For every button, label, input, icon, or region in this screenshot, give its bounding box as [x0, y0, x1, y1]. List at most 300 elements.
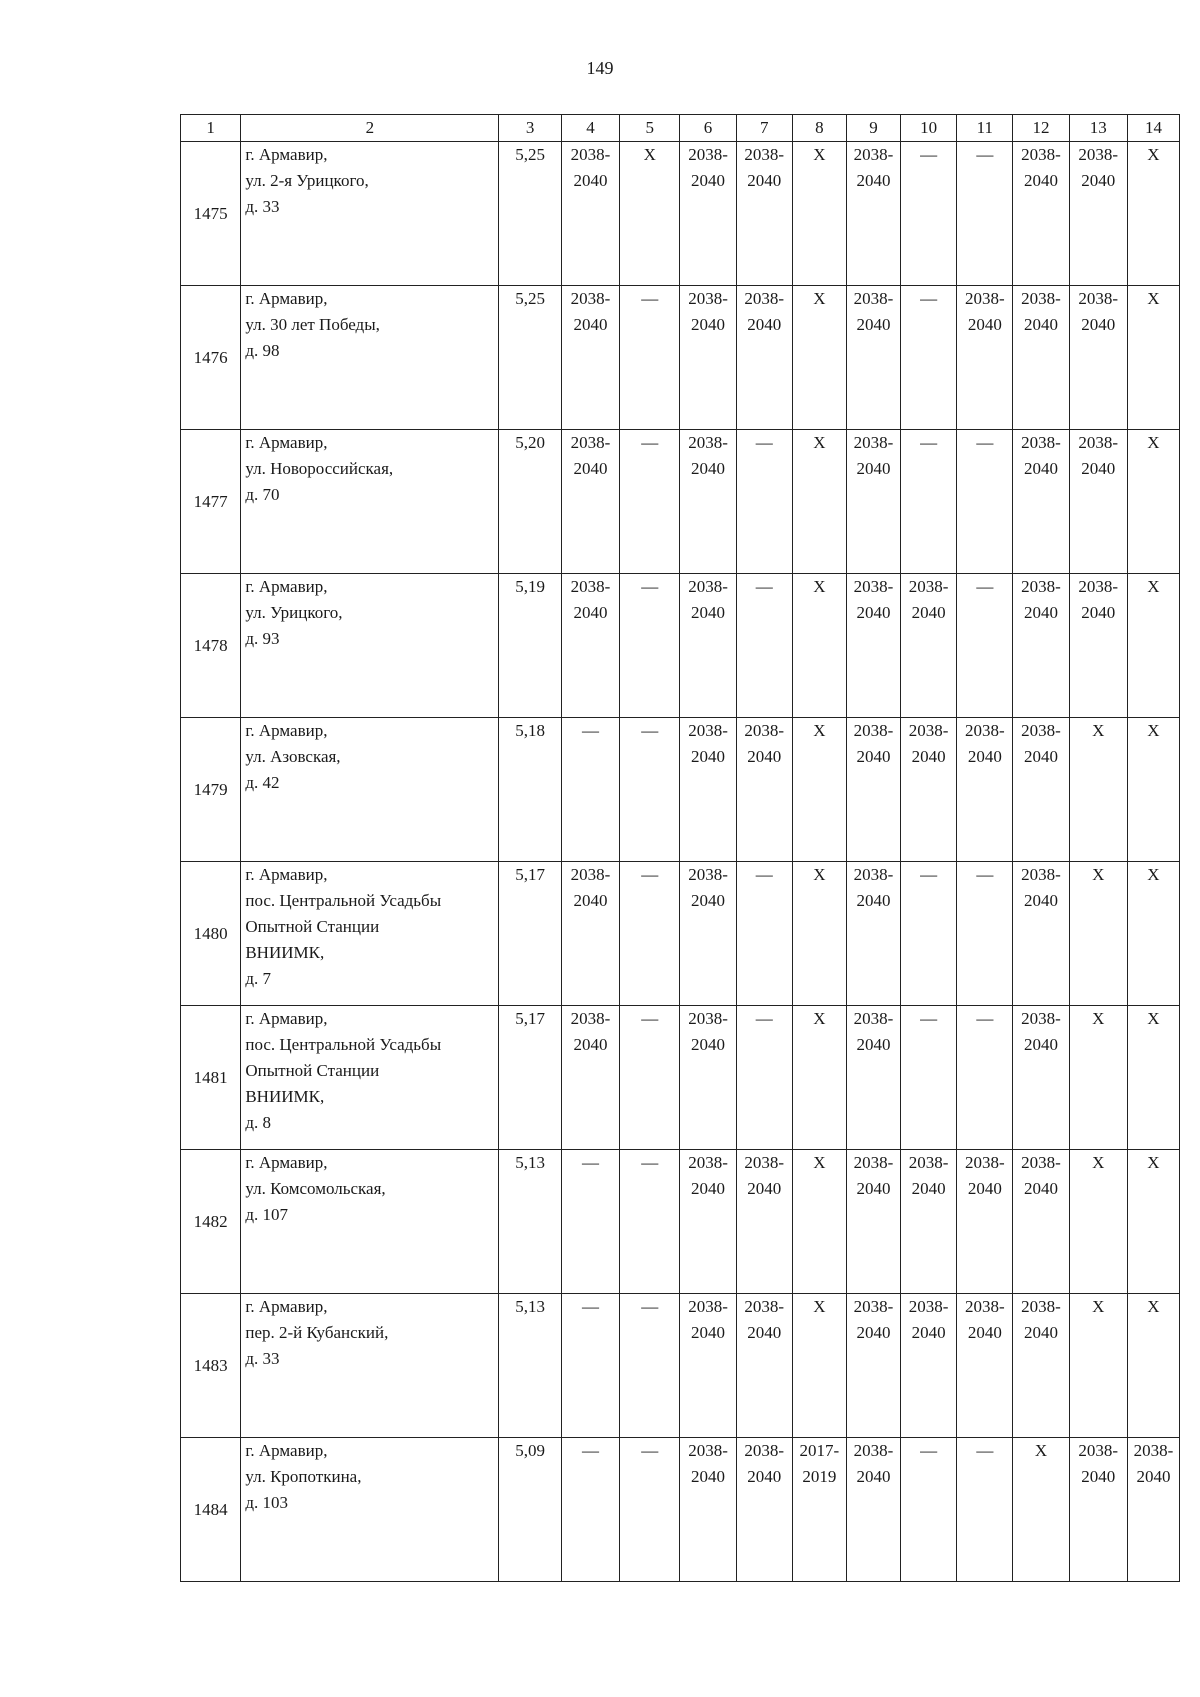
- col-header: 9: [846, 115, 900, 142]
- row-number: 1478: [181, 574, 241, 718]
- row-number: 1482: [181, 1150, 241, 1294]
- value-cell: [1013, 718, 1069, 862]
- value-cell: [957, 1438, 1013, 1582]
- cell-value: X: [1147, 865, 1160, 884]
- value-cell: [680, 1150, 736, 1294]
- row-number: 1476: [181, 286, 241, 430]
- value-cell: [680, 1438, 736, 1582]
- value-cell: [901, 718, 957, 862]
- value-cell: [1127, 430, 1179, 574]
- cell-value: 2038- 2040: [688, 289, 728, 334]
- cell-value: 2038- 2040: [853, 865, 894, 910]
- cell-value: X: [813, 1009, 826, 1028]
- value-cell: [957, 142, 1013, 286]
- cell-value: —: [581, 1297, 599, 1316]
- value-cell: [499, 1438, 561, 1582]
- address-line: д. 33: [245, 1349, 280, 1368]
- cell-value: 2038- 2040: [1021, 145, 1061, 190]
- cell-value: 5,17: [515, 1009, 545, 1028]
- cell-value: —: [641, 1153, 659, 1172]
- value-cell: [901, 1438, 957, 1582]
- cell-value: 2038- 2040: [908, 1153, 949, 1198]
- cell-value: 5,09: [515, 1441, 545, 1460]
- cell-value: 2038- 2040: [744, 289, 785, 334]
- cell-value: 2038- 2040: [1078, 1441, 1119, 1486]
- cell-value: X: [1147, 1009, 1160, 1028]
- value-cell: [846, 430, 900, 574]
- cell-value: 2038- 2040: [570, 289, 611, 334]
- cell-value: 2038- 2040: [744, 145, 785, 190]
- col-header: 1: [181, 115, 241, 142]
- value-cell: [1069, 1150, 1127, 1294]
- value-cell: [846, 718, 900, 862]
- address-line: д. 107: [245, 1205, 288, 1224]
- value-cell: [1069, 574, 1127, 718]
- cell-value: —: [641, 577, 659, 596]
- value-cell: [736, 1150, 792, 1294]
- value-cell: [846, 574, 900, 718]
- cell-value: 2038- 2040: [853, 1153, 894, 1198]
- value-cell: [680, 574, 736, 718]
- table-row: [181, 574, 1180, 718]
- value-cell: [1069, 718, 1127, 862]
- address-line: д. 7: [245, 969, 271, 988]
- table-row: [181, 862, 1180, 1006]
- cell-value: —: [920, 1009, 938, 1028]
- value-cell: [561, 574, 619, 718]
- cell-value: —: [641, 1297, 659, 1316]
- cell-value: —: [976, 577, 994, 596]
- value-cell: [846, 286, 900, 430]
- cell-value: 2038- 2040: [688, 433, 728, 478]
- cell-value: X: [1147, 145, 1160, 164]
- col-header: 12: [1013, 115, 1069, 142]
- value-cell: [1069, 286, 1127, 430]
- address-cell: [241, 574, 499, 718]
- cell-value: X: [643, 145, 656, 164]
- address-line: г. Армавир,: [245, 1297, 328, 1316]
- cell-value: —: [920, 145, 938, 164]
- cell-value: 2038- 2040: [1078, 577, 1119, 622]
- value-cell: [846, 862, 900, 1006]
- table-row: [181, 142, 1180, 286]
- value-cell: [846, 1150, 900, 1294]
- value-cell: [680, 1294, 736, 1438]
- value-cell: [1069, 862, 1127, 1006]
- cell-value: X: [1147, 577, 1160, 596]
- col-header: 2: [241, 115, 499, 142]
- value-cell: [680, 718, 736, 862]
- col-header: 6: [680, 115, 736, 142]
- cell-value: 2038- 2040: [570, 577, 611, 622]
- cell-value: 2038- 2040: [1078, 433, 1119, 478]
- value-cell: [620, 574, 680, 718]
- value-cell: [1013, 574, 1069, 718]
- header-row: [181, 115, 1180, 142]
- cell-value: 2038- 2040: [744, 721, 785, 766]
- cell-value: —: [920, 1441, 938, 1460]
- page-number: 149: [586, 58, 614, 78]
- value-cell: [1127, 718, 1179, 862]
- value-cell: [561, 142, 619, 286]
- value-cell: [957, 718, 1013, 862]
- cell-value: —: [641, 1009, 659, 1028]
- address-line: д. 33: [245, 197, 280, 216]
- value-cell: [499, 718, 561, 862]
- cell-value: X: [1092, 1297, 1105, 1316]
- cell-value: 2038- 2040: [964, 1297, 1005, 1342]
- address-line: ул. Урицкого,: [245, 603, 343, 622]
- table-row: [181, 286, 1180, 430]
- value-cell: [1013, 142, 1069, 286]
- value-cell: [792, 286, 846, 430]
- cell-value: 2038- 2040: [688, 1441, 728, 1486]
- value-cell: [1013, 1294, 1069, 1438]
- value-cell: [736, 718, 792, 862]
- value-cell: [792, 142, 846, 286]
- value-cell: [736, 430, 792, 574]
- cell-value: X: [1034, 1441, 1048, 1460]
- value-cell: [792, 718, 846, 862]
- value-cell: [736, 574, 792, 718]
- cell-value: X: [813, 145, 826, 164]
- value-cell: [1013, 1150, 1069, 1294]
- cell-value: X: [813, 1153, 826, 1172]
- value-cell: [792, 862, 846, 1006]
- cell-value: 2038- 2040: [1021, 865, 1061, 910]
- cell-value: X: [1092, 1009, 1105, 1028]
- value-cell: [736, 1006, 792, 1150]
- value-cell: [736, 1438, 792, 1582]
- cell-value: 2038- 2040: [908, 577, 949, 622]
- value-cell: [736, 286, 792, 430]
- cell-value: —: [920, 433, 938, 452]
- value-cell: [561, 1006, 619, 1150]
- address-cell: [241, 430, 499, 574]
- address-cell: [241, 1294, 499, 1438]
- cell-value: 2038- 2040: [688, 577, 728, 622]
- address-line: ул. Азовская,: [245, 747, 341, 766]
- address-line: Опытной Станции: [245, 917, 380, 936]
- address-line: ул. 2-я Урицкого,: [245, 171, 369, 190]
- value-cell: [792, 1006, 846, 1150]
- value-cell: [1013, 1006, 1069, 1150]
- address-line: ул. Новороссийская,: [245, 459, 394, 478]
- value-cell: [1127, 1438, 1179, 1582]
- col-header: 11: [957, 115, 1013, 142]
- value-cell: [499, 862, 561, 1006]
- col-header: 8: [792, 115, 846, 142]
- col-header: 5: [620, 115, 680, 142]
- value-cell: [1069, 1438, 1127, 1582]
- row-number: 1477: [181, 430, 241, 574]
- col-header: 7: [736, 115, 792, 142]
- value-cell: [846, 1006, 900, 1150]
- value-cell: [680, 862, 736, 1006]
- cell-value: X: [1147, 1297, 1160, 1316]
- cell-value: —: [755, 1009, 773, 1028]
- address-line: д. 93: [245, 629, 280, 648]
- row-number: 1484: [181, 1438, 241, 1582]
- cell-value: 2038- 2040: [908, 1297, 949, 1342]
- table-row: [181, 1294, 1180, 1438]
- value-cell: [846, 142, 900, 286]
- value-cell: [1013, 1438, 1069, 1582]
- cell-value: —: [641, 433, 659, 452]
- col-header: 3: [499, 115, 561, 142]
- value-cell: [499, 1006, 561, 1150]
- value-cell: [901, 574, 957, 718]
- value-cell: [901, 862, 957, 1006]
- cell-value: —: [976, 865, 994, 884]
- cell-value: 2038- 2040: [1021, 1153, 1061, 1198]
- cell-value: 2038- 2040: [688, 1009, 728, 1054]
- table-row: [181, 1150, 1180, 1294]
- cell-value: 5,25: [515, 289, 545, 308]
- address-cell: [241, 142, 499, 286]
- address-line: д. 42: [245, 773, 280, 792]
- address-line: ул. 30 лет Победы,: [245, 315, 380, 334]
- row-number: 1481: [181, 1006, 241, 1150]
- col-header: 4: [561, 115, 619, 142]
- value-cell: [1013, 862, 1069, 1006]
- cell-value: —: [755, 865, 773, 884]
- cell-value: 2038- 2040: [570, 145, 611, 190]
- cell-value: X: [813, 865, 826, 884]
- cell-value: 2038- 2040: [744, 1297, 785, 1342]
- value-cell: [620, 718, 680, 862]
- value-cell: [957, 1006, 1013, 1150]
- cell-value: X: [813, 433, 826, 452]
- cell-value: 2038- 2040: [964, 289, 1005, 334]
- value-cell: [901, 1294, 957, 1438]
- value-cell: [1069, 1006, 1127, 1150]
- value-cell: [499, 1150, 561, 1294]
- cell-value: 2038- 2040: [688, 1153, 728, 1198]
- address-line: д. 98: [245, 341, 280, 360]
- cell-value: X: [813, 577, 826, 596]
- cell-value: X: [813, 721, 826, 740]
- cell-value: 2038- 2040: [853, 1009, 894, 1054]
- cell-value: —: [581, 1153, 599, 1172]
- col-header: 13: [1069, 115, 1127, 142]
- address-line: г. Армавир,: [245, 289, 328, 308]
- cell-value: —: [920, 289, 938, 308]
- value-cell: [1127, 1294, 1179, 1438]
- address-line: д. 70: [245, 485, 280, 504]
- value-cell: [499, 1294, 561, 1438]
- cell-value: —: [641, 1441, 659, 1460]
- cell-value: 2038- 2040: [853, 145, 894, 190]
- value-cell: [680, 1006, 736, 1150]
- cell-value: 2038- 2040: [964, 1153, 1005, 1198]
- address-cell: [241, 286, 499, 430]
- value-cell: [620, 142, 680, 286]
- value-cell: [680, 142, 736, 286]
- value-cell: [620, 1006, 680, 1150]
- address-cell: [241, 1006, 499, 1150]
- address-line: г. Армавир,: [245, 865, 328, 884]
- cell-value: —: [581, 1441, 599, 1460]
- cell-value: —: [976, 1441, 994, 1460]
- cell-value: 5,13: [515, 1153, 545, 1172]
- value-cell: [1127, 1150, 1179, 1294]
- cell-value: 2038- 2040: [688, 1297, 728, 1342]
- value-cell: [620, 430, 680, 574]
- cell-value: 2038- 2040: [688, 721, 728, 766]
- value-cell: [792, 1294, 846, 1438]
- cell-value: —: [641, 289, 659, 308]
- value-cell: [957, 1294, 1013, 1438]
- address-line: г. Армавир,: [245, 1009, 328, 1028]
- cell-value: 2038- 2040: [1021, 1009, 1061, 1054]
- cell-value: 2038- 2040: [908, 721, 949, 766]
- cell-value: 2038- 2040: [964, 721, 1005, 766]
- value-cell: [620, 286, 680, 430]
- address-line: г. Армавир,: [245, 1441, 328, 1460]
- cell-value: 2038- 2040: [1078, 289, 1119, 334]
- value-cell: [957, 286, 1013, 430]
- address-line: пос. Центральной Усадьбы: [245, 1035, 442, 1054]
- cell-value: 5,17: [515, 865, 545, 884]
- value-cell: [957, 862, 1013, 1006]
- value-cell: [1013, 430, 1069, 574]
- cell-value: —: [641, 865, 659, 884]
- cell-value: 2038- 2040: [688, 145, 728, 190]
- cell-value: 2038- 2040: [1021, 433, 1061, 478]
- value-cell: [736, 862, 792, 1006]
- cell-value: —: [920, 865, 938, 884]
- cell-value: 2038- 2040: [1021, 721, 1061, 766]
- value-cell: [792, 1150, 846, 1294]
- cell-value: 2038- 2040: [853, 577, 894, 622]
- cell-value: —: [976, 433, 994, 452]
- value-cell: [561, 718, 619, 862]
- address-line: ул. Кропоткина,: [245, 1467, 362, 1486]
- cell-value: —: [755, 433, 773, 452]
- value-cell: [901, 430, 957, 574]
- cell-value: 2038- 2040: [1133, 1441, 1174, 1486]
- value-cell: [792, 574, 846, 718]
- cell-value: X: [1147, 1153, 1160, 1172]
- cell-value: 5,19: [515, 577, 545, 596]
- cell-value: 2038- 2040: [744, 1153, 785, 1198]
- row-number: 1479: [181, 718, 241, 862]
- address-line: г. Армавир,: [245, 433, 328, 452]
- value-cell: [620, 1294, 680, 1438]
- cell-value: —: [581, 721, 599, 740]
- address-line: г. Армавир,: [245, 721, 328, 740]
- address-line: пос. Центральной Усадьбы: [245, 891, 442, 910]
- table-row: [181, 1006, 1180, 1150]
- address-cell: [241, 1150, 499, 1294]
- address-cell: [241, 1438, 499, 1582]
- value-cell: [620, 1438, 680, 1582]
- cell-value: 2038- 2040: [570, 1009, 611, 1054]
- cell-value: —: [755, 577, 773, 596]
- value-cell: [499, 430, 561, 574]
- value-cell: [620, 862, 680, 1006]
- value-cell: [561, 430, 619, 574]
- cell-value: 5,18: [515, 721, 545, 740]
- cell-value: X: [813, 1297, 826, 1316]
- value-cell: [1069, 142, 1127, 286]
- address-line: ул. Комсомольская,: [245, 1179, 386, 1198]
- value-cell: [1127, 862, 1179, 1006]
- value-cell: [561, 1150, 619, 1294]
- cell-value: 2038- 2040: [1021, 1297, 1061, 1342]
- table-row: [181, 1438, 1180, 1582]
- value-cell: [499, 286, 561, 430]
- value-cell: [1013, 286, 1069, 430]
- cell-value: —: [976, 145, 994, 164]
- value-cell: [736, 142, 792, 286]
- cell-value: 2038- 2040: [744, 1441, 785, 1486]
- cell-value: X: [1147, 721, 1160, 740]
- data-table: [180, 114, 1180, 1582]
- value-cell: [901, 1006, 957, 1150]
- cell-value: 2038- 2040: [1021, 577, 1061, 622]
- address-cell: [241, 718, 499, 862]
- cell-value: 2038- 2040: [570, 865, 611, 910]
- value-cell: [792, 430, 846, 574]
- row-number: 1480: [181, 862, 241, 1006]
- cell-value: 2038- 2040: [853, 433, 894, 478]
- cell-value: X: [1092, 865, 1105, 884]
- cell-value: 2038- 2040: [1021, 289, 1061, 334]
- table-row: [181, 718, 1180, 862]
- cell-value: 2038- 2040: [853, 1441, 894, 1486]
- cell-value: —: [641, 721, 659, 740]
- value-cell: [957, 430, 1013, 574]
- value-cell: [1127, 1006, 1179, 1150]
- cell-value: 2038- 2040: [570, 433, 611, 478]
- address-line: д. 103: [245, 1493, 288, 1512]
- cell-value: 2038- 2040: [688, 865, 728, 910]
- value-cell: [1069, 1294, 1127, 1438]
- address-line: д. 8: [245, 1113, 271, 1132]
- value-cell: [561, 1438, 619, 1582]
- cell-value: 2038- 2040: [853, 721, 894, 766]
- address-line: г. Армавир,: [245, 577, 328, 596]
- value-cell: [499, 142, 561, 286]
- value-cell: [957, 1150, 1013, 1294]
- address-line: Опытной Станции: [245, 1061, 380, 1080]
- cell-value: 2017- 2019: [799, 1441, 840, 1486]
- value-cell: [846, 1438, 900, 1582]
- cell-value: X: [813, 289, 826, 308]
- cell-value: X: [1147, 433, 1160, 452]
- value-cell: [1127, 574, 1179, 718]
- cell-value: X: [1092, 1153, 1105, 1172]
- address-line: ВНИИМК,: [245, 943, 325, 962]
- col-header: 14: [1127, 115, 1179, 142]
- cell-value: 2038- 2040: [853, 1297, 894, 1342]
- value-cell: [957, 574, 1013, 718]
- address-line: г. Армавир,: [245, 145, 328, 164]
- cell-value: X: [1147, 289, 1160, 308]
- col-header: 10: [901, 115, 957, 142]
- value-cell: [1069, 430, 1127, 574]
- row-number: 1475: [181, 142, 241, 286]
- cell-value: 2038- 2040: [1078, 145, 1119, 190]
- value-cell: [792, 1438, 846, 1582]
- address-line: пер. 2-й Кубанский,: [245, 1323, 389, 1342]
- value-cell: [561, 862, 619, 1006]
- value-cell: [846, 1294, 900, 1438]
- value-cell: [680, 286, 736, 430]
- value-cell: [620, 1150, 680, 1294]
